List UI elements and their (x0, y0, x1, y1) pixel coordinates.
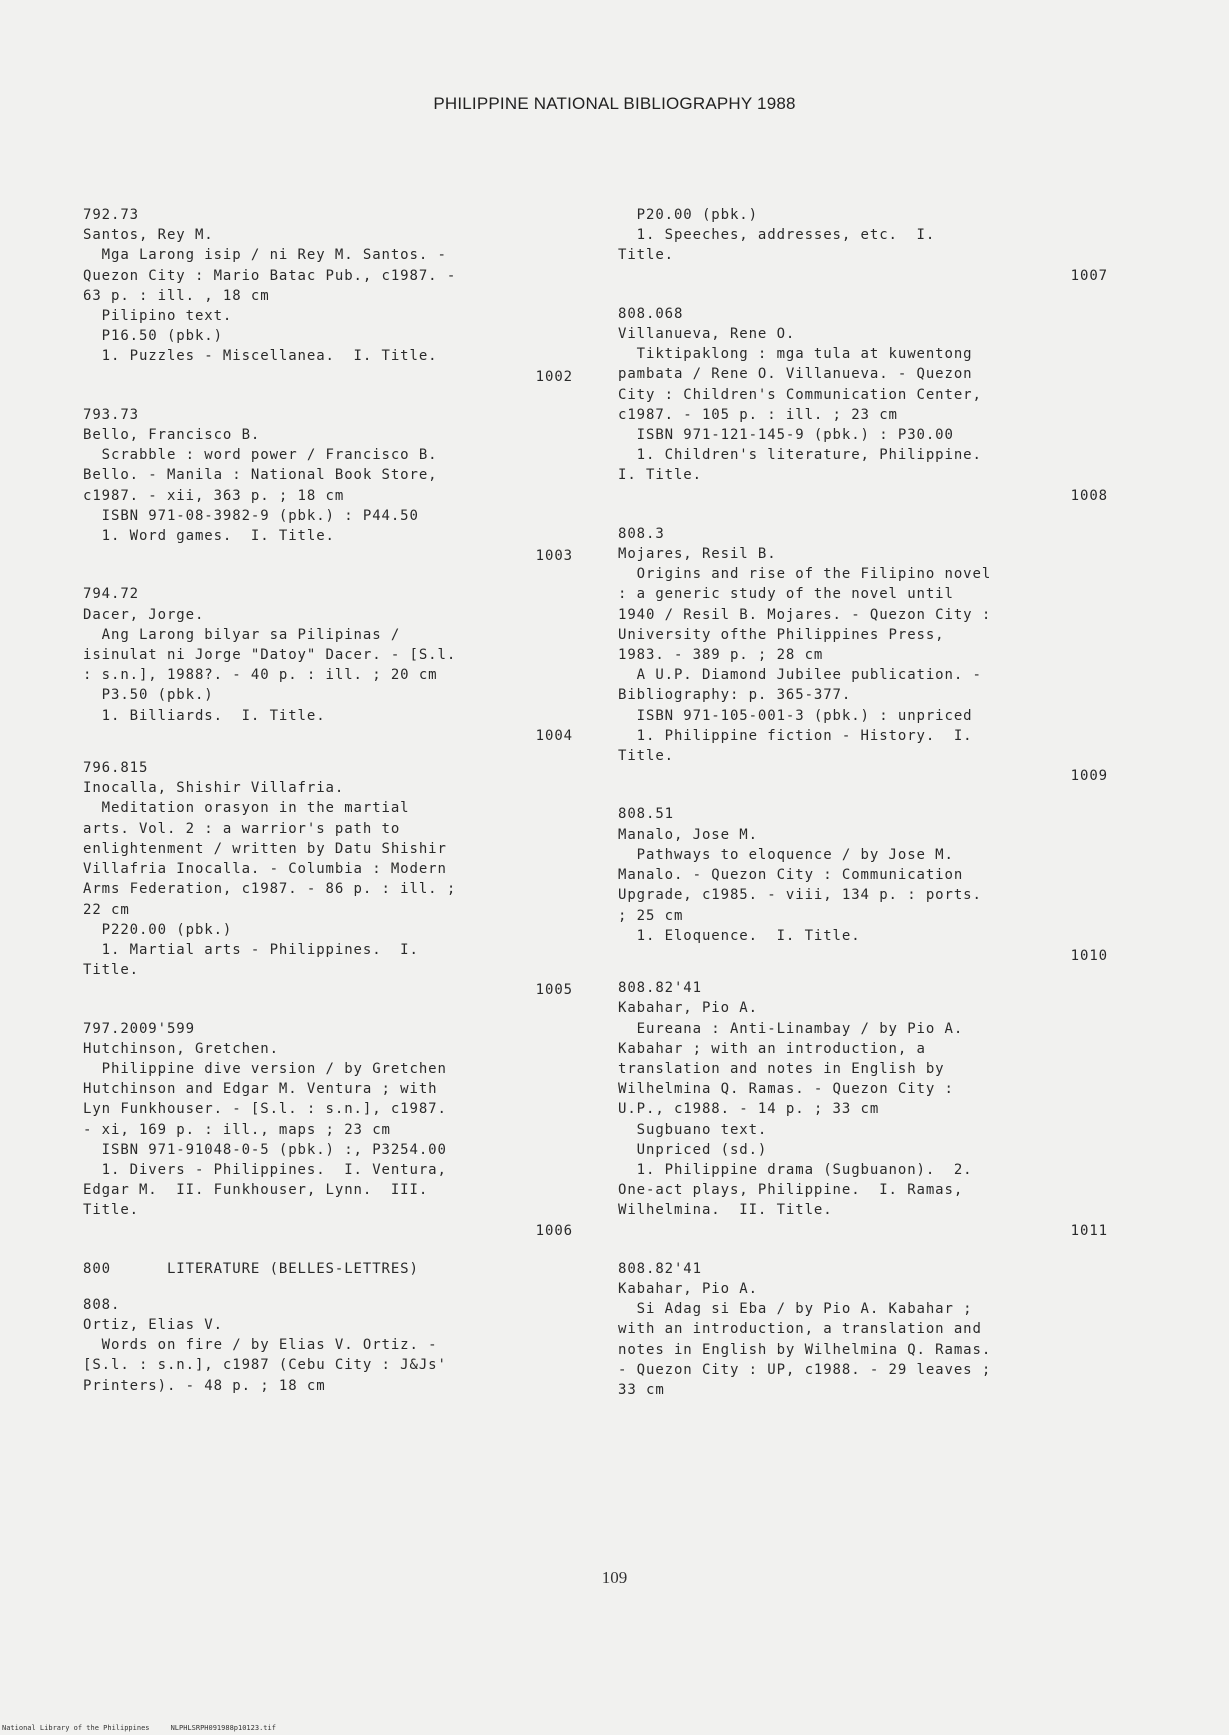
entry-line: ISBN 971-08-3982-9 (pbk.) : P44.50 (83, 507, 419, 524)
entry-line: Dacer, Jorge. (83, 606, 205, 623)
section-heading: 800 LITERATURE (BELLES-LETTRES) (83, 1260, 419, 1277)
entry-line: I. Title. (618, 467, 702, 484)
entry-line: Bello, Francisco B. (83, 427, 261, 444)
entry-line: 808.82'41 (618, 1260, 702, 1277)
entry-line: 1983. - 389 p. ; 28 cm (618, 647, 824, 664)
entry-line: c1987. - 105 p. : ill. ; 23 cm (618, 406, 898, 423)
bib-entry-1010 (618, 804, 1108, 966)
entry-number: 1008 (1070, 487, 1108, 504)
entry-line: Hutchinson, Gretchen. (83, 1040, 279, 1057)
page-header: PHILIPPINE NATIONAL BIBLIOGRAPHY 1988 (433, 94, 796, 113)
entry-line: enlightenment / written by Datu Shishir (83, 840, 447, 857)
entry-line: 1. Philippine fiction - History. I. (618, 727, 973, 744)
entry-line: P3.50 (pbk.) (83, 687, 214, 704)
entry-line: Sugbuano text. (618, 1121, 768, 1138)
entry-number: 1005 (535, 982, 573, 999)
entry-line: isinulat ni Jorge "Datoy" Dacer. - [S.l. (83, 647, 457, 664)
bib-entry-1007 (618, 205, 1108, 286)
entry-line: U.P., c1988. - 14 p. ; 33 cm (618, 1101, 880, 1118)
entry-line: 808.3 (618, 525, 665, 542)
entry-line: 797.2009'599 (83, 1020, 195, 1037)
entry-line: translation and notes in English by (618, 1060, 945, 1077)
entry-line: Kabahar, Pio A. (618, 1280, 758, 1297)
entry-line: ; 25 cm (618, 907, 684, 924)
entry-line: Mga Larong isip / ni Rey M. Santos. - (83, 247, 447, 264)
entry-line: Villafria Inocalla. - Columbia : Modern (83, 861, 447, 878)
entry-line: Title. (618, 247, 674, 264)
entry-line: Kabahar, Pio A. (618, 1000, 758, 1017)
entry-line: Ortiz, Elias V. (83, 1316, 223, 1333)
entry-line: 1. Puzzles - Miscellanea. I. Title. (83, 348, 438, 365)
entry-line: 792.73 (83, 207, 139, 223)
entry-line: Manalo, Jose M. (618, 826, 758, 843)
bib-entry-808 (83, 1295, 573, 1396)
entry-line: 808.82'41 (618, 980, 702, 997)
entry-line: Villanueva, Rene O. (618, 326, 796, 343)
entry-number: 1007 (1070, 267, 1108, 284)
entry-line: Title. (618, 748, 674, 765)
entry-line: Pilipino text. (83, 308, 233, 325)
entry-line: c1987. - xii, 363 p. ; 18 cm (83, 487, 345, 504)
entry-line: A U.P. Diamond Jubilee publication. - (618, 667, 982, 684)
entry-line: Santos, Rey M. (83, 227, 214, 244)
bib-entry-1002 (83, 205, 573, 387)
bib-entry-1006 (83, 1019, 573, 1241)
entry-line: 1940 / Resil B. Mojares. - Quezon City : (618, 606, 992, 623)
entry-number: 1002 (535, 368, 573, 385)
entry-number: 1003 (535, 548, 573, 565)
entry-line: 808.068 (618, 305, 684, 322)
entry-line: P16.50 (pbk.) (83, 328, 223, 345)
entry-line: Upgrade, c1985. - viii, 134 p. : ports. (618, 887, 982, 904)
bib-entry-1005 (83, 758, 573, 1000)
scan-imprint: National Library of the Philippines NLPHLSRPH091988p10123.tif (2, 1724, 276, 1732)
entry-line: Wilhelmina Q. Ramas. - Quezon City : (618, 1081, 954, 1098)
entry-line: - xi, 169 p. : ill., maps ; 23 cm (83, 1121, 391, 1138)
entry-line: P220.00 (pbk.) (83, 921, 233, 938)
entry-line: Manalo. - Quezon City : Communication (618, 867, 964, 884)
entry-line: P20.00 (pbk.) (618, 207, 758, 223)
entry-line: 1. Speeches, addresses, etc. I. (618, 227, 936, 244)
entry-line: - Quezon City : UP, c1988. - 29 leaves ; (618, 1361, 992, 1378)
entry-line: Words on fire / by Elias V. Ortiz. - (83, 1337, 438, 1354)
entry-line: Bibliography: p. 365-377. (618, 687, 852, 704)
entry-line: 1. Eloquence. I. Title. (618, 927, 861, 944)
entry-line: Wilhelmina. II. Title. (618, 1202, 833, 1219)
entry-line: pambata / Rene O. Villanueva. - Quezon (618, 366, 973, 383)
entry-line: Lyn Funkhouser. - [S.l. : s.n.], c1987. (83, 1101, 447, 1118)
bib-entry-1004 (83, 584, 573, 746)
entry-line: Tiktipaklong : mga tula at kuwentong (618, 346, 973, 363)
entry-line: : s.n.], 1988?. - 40 p. : ill. ; 20 cm (83, 667, 438, 684)
entry-number: 1009 (1070, 768, 1108, 785)
entry-line: 1. Philippine drama (Sugbuanon). 2. (618, 1161, 973, 1178)
entry-line: University ofthe Philippines Press, (618, 626, 945, 643)
entry-line: ISBN 971-105-001-3 (pbk.) : unpriced (618, 707, 973, 724)
entry-line: Inocalla, Shishir Villafria. (83, 780, 345, 797)
entry-line: 796.815 (83, 760, 149, 777)
entry-line: 1. Word games. I. Title. (83, 528, 335, 545)
bib-entry-1003 (83, 405, 573, 567)
entry-line: 33 cm (618, 1381, 665, 1398)
entry-line: Scrabble : word power / Francisco B. (83, 447, 438, 464)
entry-line: 63 p. : ill. , 18 cm (83, 287, 270, 304)
entry-line: Printers). - 48 p. ; 18 cm (83, 1377, 326, 1394)
entry-number: 1006 (535, 1222, 573, 1239)
entry-line: ISBN 971-121-145-9 (pbk.) : P30.00 (618, 427, 954, 444)
entry-line: 1. Billiards. I. Title. (83, 707, 326, 724)
entry-line: 793.73 (83, 406, 139, 423)
entry-line: 22 cm (83, 901, 130, 918)
entry-line: 1. Martial arts - Philippines. I. (83, 941, 419, 958)
entry-line: Mojares, Resil B. (618, 546, 777, 563)
entry-line: [S.l. : s.n.], c1987 (Cebu City : J&Js' (83, 1357, 447, 1374)
entry-line: Kabahar ; with an introduction, a (618, 1040, 926, 1057)
entry-line: Origins and rise of the Filipino novel (618, 566, 992, 583)
bib-entry-1008 (618, 304, 1108, 506)
entry-line: ISBN 971-91048-0-5 (pbk.) :, P3254.00 (83, 1141, 447, 1158)
entry-line: notes in English by Wilhelmina Q. Ramas. (618, 1341, 992, 1358)
entry-line: Edgar M. II. Funkhouser, Lynn. III. (83, 1182, 429, 1199)
entry-number: 1004 (535, 727, 573, 744)
entry-number: 1011 (1070, 1222, 1108, 1239)
entry-line: Philippine dive version / by Gretchen (83, 1060, 447, 1077)
entry-line: City : Children's Communication Center, (618, 386, 982, 403)
entry-line: Eureana : Anti-Linambay / by Pio A. (618, 1020, 964, 1037)
entry-line: : a generic study of the novel until (618, 586, 954, 603)
entry-line: Pathways to eloquence / by Jose M. (618, 846, 954, 863)
entry-line: Unpriced (sd.) (618, 1141, 768, 1158)
entry-line: Si Adag si Eba / by Pio A. Kabahar ; (618, 1301, 973, 1318)
entry-line: 808. (83, 1296, 121, 1313)
entry-line: One-act plays, Philippine. I. Ramas, (618, 1182, 964, 1199)
entry-line: Hutchinson and Edgar M. Ventura ; with (83, 1081, 438, 1098)
entry-line: arts. Vol. 2 : a warrior's path to (83, 820, 401, 837)
entry-line: Meditation orasyon in the martial (83, 800, 410, 817)
left-column (83, 205, 573, 1396)
bib-entry-1012 (618, 1259, 1108, 1400)
entry-line: 1. Children's literature, Philippine. (618, 447, 982, 464)
entry-line: Arms Federation, c1987. - 86 p. : ill. ; (83, 881, 457, 898)
right-column (618, 205, 1108, 1400)
entry-line: Ang Larong bilyar sa Pilipinas / (83, 626, 401, 643)
entry-line: Title. (83, 1202, 139, 1219)
entry-line: Bello. - Manila : National Book Store, (83, 467, 438, 484)
entry-number: 1010 (1070, 947, 1108, 964)
bib-entry-1011 (618, 978, 1108, 1241)
entry-line: with an introduction, a translation and (618, 1321, 982, 1338)
entry-line: 1. Divers - Philippines. I. Ventura, (83, 1161, 447, 1178)
page-number: 109 (601, 1568, 628, 1587)
entry-line: 794.72 (83, 586, 139, 603)
entry-line: 808.51 (618, 806, 674, 823)
entry-line: Quezon City : Mario Batac Pub., c1987. - (83, 267, 457, 284)
entry-line: Title. (83, 962, 139, 979)
bib-entry-1009 (618, 524, 1108, 787)
